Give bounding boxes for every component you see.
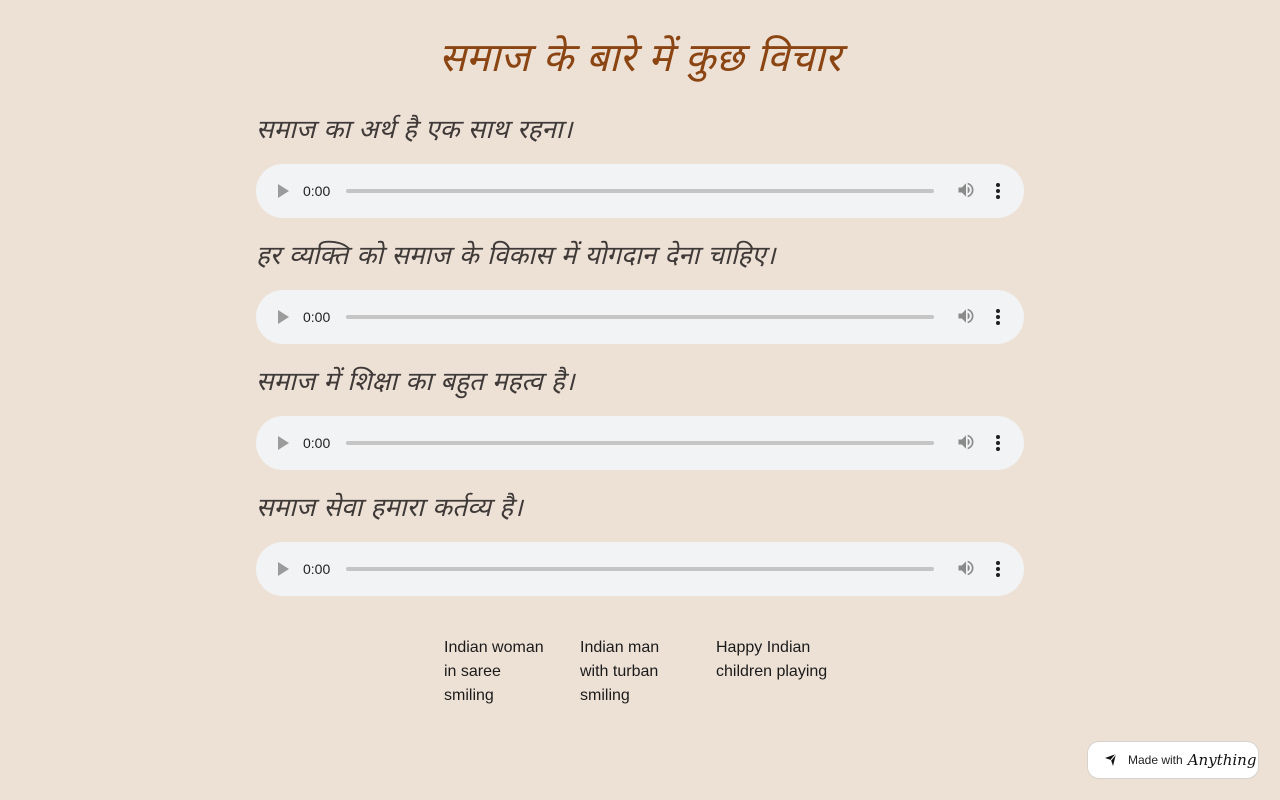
image-woman-saree: Indian woman in saree smiling (444, 639, 544, 704)
sentence-text: समाज में शिक्षा का बहुत महत्व है। (256, 367, 575, 397)
volume-icon[interactable] (956, 558, 976, 578)
audio-player[interactable] (256, 290, 1024, 344)
badge-brand-text: Anything (1187, 751, 1257, 769)
image-man-turban: Indian man with turban smiling (580, 639, 660, 704)
more-vert-icon[interactable] (992, 560, 1004, 578)
anything-logo-icon (1104, 753, 1122, 767)
more-vert-icon[interactable] (992, 434, 1004, 452)
progress-track[interactable] (346, 567, 934, 571)
play-icon[interactable] (278, 562, 289, 576)
volume-icon[interactable] (956, 180, 976, 200)
sentence-block (256, 364, 1024, 470)
volume-icon[interactable] (956, 432, 976, 452)
time-display: 0:00 (303, 435, 331, 451)
play-icon[interactable] (278, 436, 289, 450)
audio-player[interactable] (256, 416, 1024, 470)
more-vert-icon[interactable] (992, 182, 1004, 200)
time-display: 0:00 (303, 183, 331, 199)
image-children-playing: Happy Indian children playing (716, 639, 828, 680)
sentence-block (256, 112, 1024, 218)
audio-player[interactable] (256, 542, 1024, 596)
time-display: 0:00 (303, 561, 331, 577)
sentence-text: समाज का अर्थ है एक साथ रहना। (256, 115, 573, 145)
badge-made-with-text: Made with (1128, 753, 1183, 767)
sentence-text: हर व्यक्ति को समाज के विकास में योगदान देना चाहिए। (256, 241, 776, 271)
more-vert-icon[interactable] (992, 308, 1004, 326)
progress-track[interactable] (346, 189, 934, 193)
sentence-block (256, 238, 1024, 344)
volume-icon[interactable] (956, 306, 976, 326)
page-title: समाज के बारे में कुछ विचार (438, 35, 842, 81)
made-with-badge[interactable] (1087, 741, 1259, 779)
audio-player[interactable] (256, 164, 1024, 218)
sentence-block (256, 490, 1024, 596)
play-icon[interactable] (278, 310, 289, 324)
play-icon[interactable] (278, 184, 289, 198)
time-display: 0:00 (303, 309, 331, 325)
progress-track[interactable] (346, 315, 934, 319)
progress-track[interactable] (346, 441, 934, 445)
sentence-text: समाज सेवा हमारा कर्तव्य है। (256, 493, 523, 523)
